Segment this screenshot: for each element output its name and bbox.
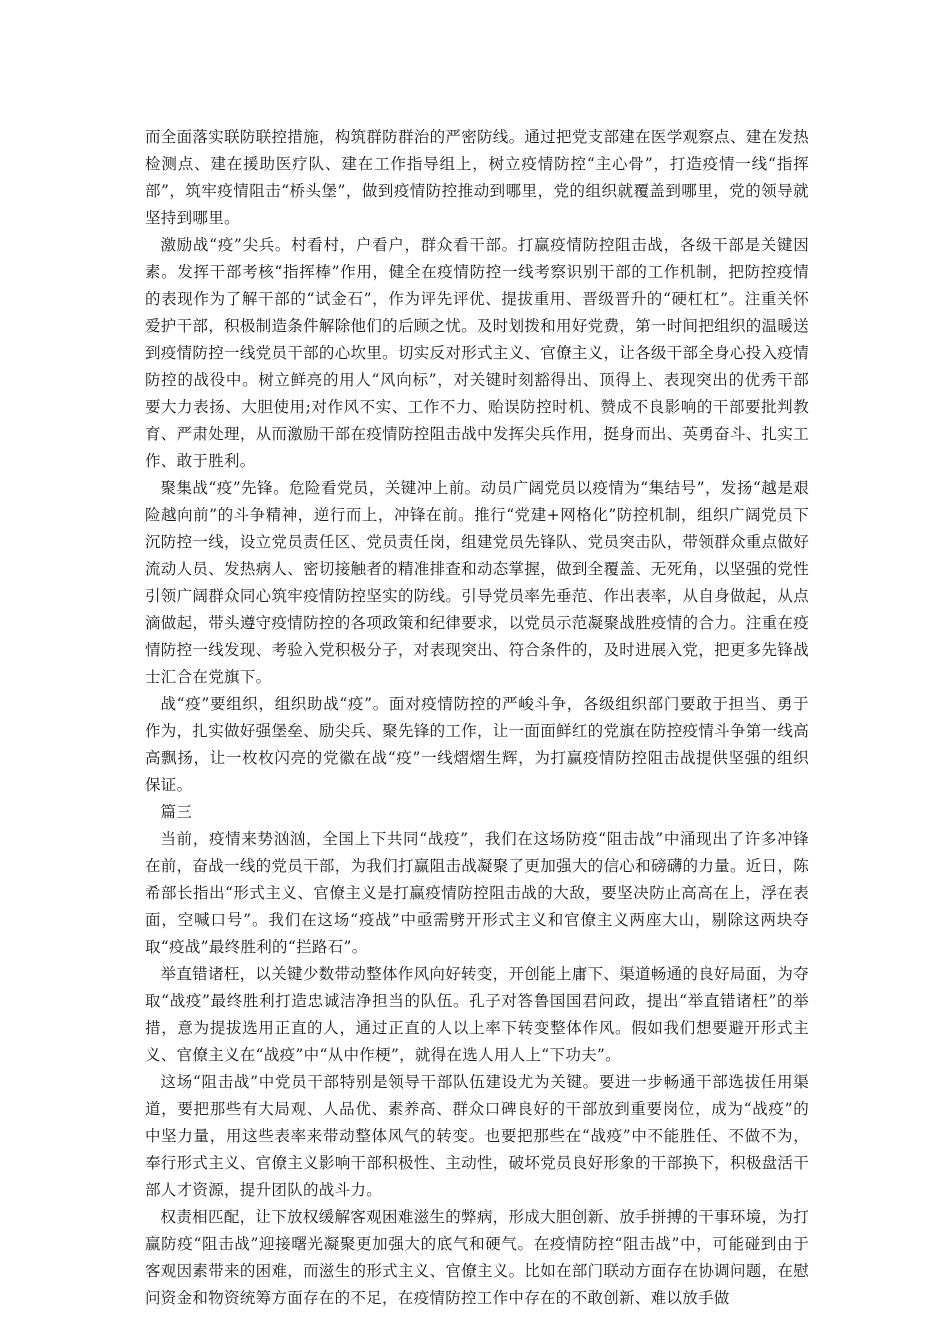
section-heading-part-three: 篇三: [160, 803, 193, 821]
document-body: [145, 124, 809, 1312]
paragraph-current-situation: 当前，疫情来势汹汹，全国上下共同“战疫”，我们在这场防疫“阻击战”中涌现出了许多冲锋在前，奋战一线的党员干部，为我们打赢阻击战凝聚了更加强大的信心和磅礴的力量。近日，陈希部长指出“形式主义、官僚主义是打赢疫情防控阻击战的大敌，要坚决防止高高在上，浮在表面，空喊口号”。我们在这场“疫战”中亟需劈开形式主义和官僚主义两座大山，剔除这两块夺取“疫战”最终胜利的“拦路石”。: [145, 830, 809, 956]
paragraph-rights-responsibilities: 权责相匹配，让下放权缓解客观困难滋生的弊病，形成大胆创新、放手拼搏的干事环境，为打赢防疫“阻击战”迎接曙光凝聚更加强大的底气和硬气。在疫情防控“阻击战”中，可能碰到由于客观因素带来的困难，而滋生的形式主义、官僚主义。比如在部门联动方面存在协调问题，在慰问资金和物资统筹方面存在的不足，在疫情防控工作中存在的不敢创新、难以放手做: [145, 1208, 809, 1307]
paragraph-continuation: 而全面落实联防联控措施，构筑群防群治的严密防线。通过把党支部建在医学观察点、建在发热检测点、建在援助医疗队、建在工作指导组上，树立疫情防控“主心骨”，打造疫情一线“指挥部”，筑牢疫情阻击“桥头堡”，做到疫情防控推动到哪里，党的组织就覆盖到哪里，党的领导就坚持到哪里。: [145, 128, 809, 227]
paragraph-select-upright: 举直错诸枉，以关键少数带动整体作风向好转变，开创能上庸下、渠道畅通的良好局面，为夺取“战疫”最终胜利打造忠诚洁净担当的队伍。孔子对答鲁国国君问政，提出“举直错诸枉”的举措，意为提拔选用正直的人，通过正直的人以上率下转变整体作风。假如我们想要避开形式主义、官僚主义在“战疫”中“从中作梗”，就得在选人用人上“下功夫”。: [145, 965, 809, 1064]
paragraph-gather-vanguard: 聚集战“疫”先锋。危险看党员，关键冲上前。动员广阔党员以疫情为“集结号”，发扬“越是艰险越向前”的斗争精神，逆行而上，冲锋在前。推行“党建+网格化”防控机制，组织广阔党员下沉防控一线，设立党员责任区、党员责任岗，组建党员先锋队、党员突击队，带领群众重点做好流动人员、发热病人、密切接触者的精准排查和动态掌握，做到全覆盖、无死角，以坚强的党性引领广阔群众同心筑牢疫情防控坚实的防线。引导党员率先垂范、作出表率，从自身做起，从点滴做起，带头遵守疫情防控的各项政策和纪律要求，以党员示范凝聚战胜疫情的合力。注重在疫情防控一线发现、考验入党积极分子，对表现突出、符合条件的，及时进展入党，把更多先锋战士汇合在党旗下。: [145, 479, 809, 686]
paragraph-organization: 战“疫”要组织，组织助战“疫”。面对疫情防控的严峻斗争，各级组织部门要敢于担当、勇于作为，扎实做好强堡垒、励尖兵、聚先锋的工作，让一面面鲜红的党旗在防控疫情斗争第一线高高飘扬，让一枚枚闪亮的党徽在战“疫”一线熠熠生辉，为打赢疫情防控阻击战提供坚强的组织保证。: [145, 695, 809, 794]
paragraph-cadre-team: 这场“阻击战”中党员干部特别是领导干部队伍建设尤为关键。要进一步畅通干部选拔任用渠道，要把那些有大局观、人品优、素养高、群众口碑良好的干部放到重要岗位，成为“战疫”的中坚力量，用这些表率来带动整体风气的转变。也要把那些在“战疫”中不能胜任、不做不为，奉行形式主义、官僚主义影响干部积极性、主动性，破坏党员良好形象的干部换下，积极盘活干部人才资源，提升团队的战斗力。: [145, 1073, 809, 1199]
paragraph-motivate-cadres: 激励战“疫”尖兵。村看村，户看户，群众看干部。打赢疫情防控阻击战，各级干部是关键因素。发挥干部考核“指挥棒”作用，健全在疫情防控一线考察识别干部的工作机制，把防控疫情的表现作为了解干部的“试金石”，作为评先评优、提拔重用、晋级晋升的“硬杠杠”。注重关怀爱护干部，积极制造条件解除他们的后顾之忧。及时划拨和用好党费，第一时间把组织的温暖送到疫情防控一线党员干部的心坎里。切实反对形式主义、官僚主义，让各级干部全身心投入疫情防控的战役中。树立鲜亮的用人“风向标”，对关键时刻豁得出、顶得上、表现突出的优秀干部要大力表扬、大胆使用;对作风不实、工作不力、贻误防控时机、赞成不良影响的干部要批判教育、严肃处理，从而激励干部在疫情防控阻击战中发挥尖兵作用，挺身而出、英勇奋斗、扎实工作、敢于胜利。: [145, 236, 809, 470]
